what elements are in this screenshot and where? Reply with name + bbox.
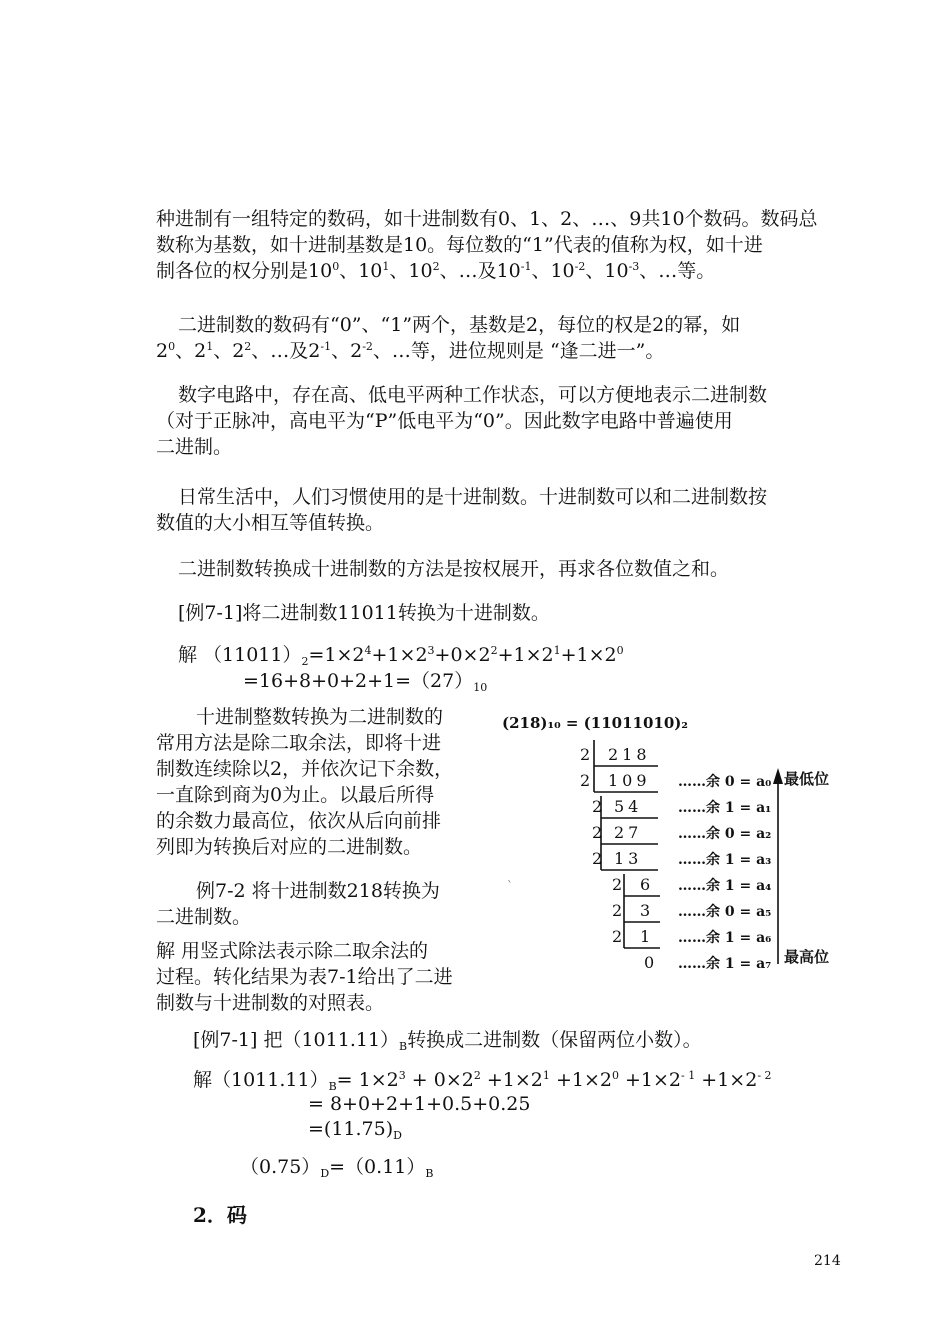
- text-line: 一直除到商为0为止。以最后所得: [156, 784, 435, 806]
- text-line: 二进制数的数码有“0”、“1”两个，基数是2，每位的权是2的幂，如: [178, 314, 741, 336]
- remainder: ……余 1 = a₁: [678, 800, 772, 816]
- text-line: 的余数力最高位，依次从后向前排: [156, 810, 442, 832]
- example-3-solution: 解$(1011.11)_B= 1\times 2^3 + 0\times 2^2 +1\times 2^1 +1\times 2^0 +1\times 2^{- 1} +1\times 2^{- 2}$: [193, 1069, 772, 1093]
- example-3-result: $=(11.75)_D$: [308, 1118, 402, 1142]
- remainder: ……余 1 = a₆: [678, 930, 772, 946]
- quotient: 109: [608, 771, 651, 790]
- text-line: 制各位的权分别是$10^0$、$10^1$、$10^2$、…及$10^{-1}$、$10^{-2}$、$10^{-3}$、…等。: [156, 260, 716, 282]
- remainder: ……余 1 = a₄: [678, 878, 772, 894]
- divisor: 2: [580, 745, 591, 764]
- figure-header: (218)₁₀ = (11011010)₂: [502, 714, 688, 732]
- text-line: 制数连续除以2，并依次记下余数，: [156, 758, 454, 780]
- paragraph-binary: [156, 312, 740, 364]
- divisor: 2: [592, 797, 603, 816]
- paragraph-conversion: [156, 484, 767, 536]
- paragraph-solution-2: [156, 938, 453, 1016]
- quotient: 3: [640, 901, 655, 920]
- text-line: 数值的大小相互等值转换。: [156, 512, 385, 534]
- quotient: 13: [614, 849, 643, 868]
- quotient: 0: [644, 953, 659, 972]
- text-line: （对于正脉冲，高电平为“P”低电平为“0”。因此数字电路中普遍使用: [156, 410, 733, 432]
- text-line: 十进制整数转换为二进制数的: [196, 706, 444, 728]
- paragraph-decimal-to-binary: [156, 704, 453, 860]
- divisor: 2: [612, 901, 623, 920]
- quotient: 27: [614, 823, 643, 842]
- example-3-title: [例7-1] 把$(1011.11)_B$转换成二进制数（保留两位小数）。: [193, 1029, 702, 1053]
- text-line: 解 用竖式除法表示除二取余法的: [156, 940, 429, 962]
- text-line: 常用方法是除二取余法，即将十进: [156, 732, 442, 754]
- text-line: 二进制。: [156, 436, 233, 458]
- paragraph-digital-circuit: [156, 382, 767, 460]
- remainder: ……余 1 = a₃: [678, 852, 772, 868]
- example-2: [156, 878, 440, 930]
- paragraph-method: 二进制数转换成十进制数的方法是按权展开，再求各位数值之和。: [178, 558, 730, 580]
- text-line: 二进制数。: [156, 906, 252, 928]
- text-line: 列即为转换后对应的二进制数。: [156, 836, 423, 858]
- example-title: [例7-1]将二进制数11011转换为十进制数。: [178, 602, 550, 624]
- example-3-sum: = 8+0+2+1+0.5+0.25: [308, 1093, 531, 1115]
- text-line: 种进制有一组特定的数码，如十进制数有0、1、2、…、9共10个数码。数码总: [156, 208, 818, 230]
- text-line: $2^0$、$2^1$、$2^2$、…及$2^{-1}$、$2^{-2}$、…等，进位规则是 “逢二进一”。: [156, 340, 665, 362]
- quotient: 54: [614, 797, 643, 816]
- text-line: 过程。转化结果为表7-1给出了二进: [156, 966, 453, 988]
- divisor: 2: [592, 849, 603, 868]
- page-number: 214: [814, 1253, 841, 1269]
- remainder: ……余 1 = a₇: [678, 956, 772, 972]
- divisor: 2: [612, 927, 623, 946]
- text-line: 日常生活中，人们习惯使用的是十进制数。十进制数可以和二进制数按: [178, 486, 768, 508]
- divisor: 2: [592, 823, 603, 842]
- section-heading: 2．码: [193, 1203, 247, 1227]
- example-3-fraction: $(0.75)_D=(0.11)_B$: [240, 1156, 434, 1180]
- highest-bit-label: 最高位: [784, 948, 830, 966]
- divisor: 2: [580, 771, 591, 790]
- text-line: 数字电路中，存在高、低电平两种工作状态，可以方便地表示二进制数: [178, 384, 768, 406]
- text-line: 制数与十进制数的对照表。: [156, 992, 385, 1014]
- quotient: 1: [640, 927, 655, 946]
- stray-mark: `: [507, 879, 513, 893]
- text-line: 数称为基数，如十进制基数是10。每位数的“1”代表的值称为权，如十进: [156, 234, 763, 256]
- remainder: ……余 0 = a₂: [678, 826, 772, 842]
- quotient: 6: [640, 875, 655, 894]
- paragraph-radix: [156, 206, 818, 284]
- example-solution: 解 $(11011)_2=1\times 2^4+1\times 2^3+0\times 2^2+1\times 2^1+1\times 2^0$: [178, 644, 624, 668]
- quotient: 218: [608, 745, 651, 764]
- text-line: 例7-2 将十进制数218转换为: [196, 880, 440, 902]
- division-figure: [500, 710, 842, 972]
- lowest-bit-label: 最低位: [784, 770, 830, 788]
- remainder: ……余 0 = a₀: [678, 774, 772, 790]
- divisor: 2: [612, 875, 623, 894]
- remainder: ……余 0 = a₅: [678, 904, 772, 920]
- example-result: $=16+8+0+2+1=(27)_{10}$: [243, 670, 488, 694]
